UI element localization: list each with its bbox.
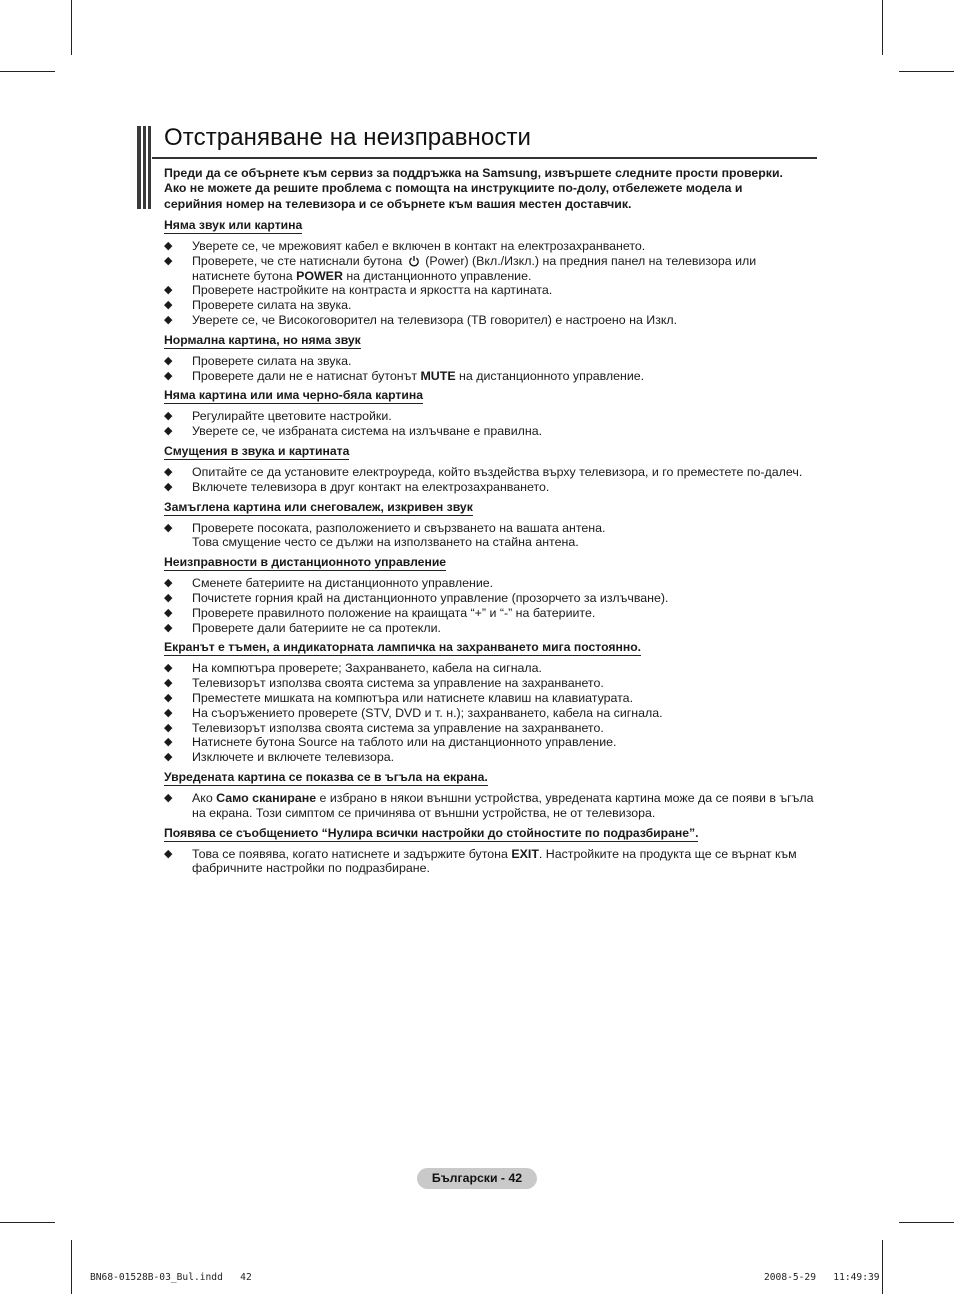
crop-mark <box>899 71 954 72</box>
intro-paragraph: Преди да се обърнете към сервиз за поддръжка на Samsung, извършете следните прости проверки. Ако не можете да решите проблема с помощта на инструкциите по-долу, отбележете модела и серийния номер на телевизора и се обърнете към вашия местен доставчик. <box>164 166 783 211</box>
diamond-bullet-icon: ◆ <box>164 369 173 382</box>
troubleshooting-section <box>164 386 814 439</box>
bold-term: EXIT <box>511 846 539 861</box>
list-item <box>164 606 814 621</box>
item-text: Почистете горния край на дистанционното управление (прозорчето за излъчване). <box>192 590 669 605</box>
list-item <box>164 283 814 298</box>
list-item <box>164 676 814 691</box>
list-item <box>164 480 814 495</box>
imprint-file-info: BN68-01528B-03_Bul.indd 42 <box>90 1272 252 1283</box>
item-text: Проверете дали батериите не са протекли. <box>192 620 441 635</box>
diamond-bullet-icon: ◆ <box>164 480 173 493</box>
diamond-bullet-icon: ◆ <box>164 465 173 478</box>
list-item <box>164 465 814 480</box>
crop-mark <box>899 1222 954 1223</box>
list-item <box>164 706 814 721</box>
bullet-list <box>164 409 814 439</box>
diamond-bullet-icon: ◆ <box>164 425 173 438</box>
bullet-list <box>164 576 814 635</box>
troubleshooting-section <box>164 331 814 384</box>
crop-mark <box>882 0 883 55</box>
list-item <box>164 750 814 765</box>
diamond-bullet-icon: ◆ <box>164 591 173 604</box>
list-item <box>164 691 814 706</box>
item-text: Натиснете бутона Source на таблото или на дистанционното управление. <box>192 735 617 750</box>
page-number-badge: Български - 42 <box>417 1168 537 1189</box>
list-item <box>164 735 814 750</box>
list-item <box>164 313 814 328</box>
crop-mark <box>882 1240 883 1294</box>
item-text: на дистанционното управление. <box>455 368 645 383</box>
section-title: Смущения в звука и картината <box>164 443 350 458</box>
section-title: Замъглена картина или снеговалеж, изкривен звук <box>164 499 473 514</box>
troubleshooting-section <box>164 442 814 495</box>
item-text: Ако <box>192 790 217 805</box>
diamond-bullet-icon: ◆ <box>164 736 173 749</box>
crop-mark <box>71 1240 72 1294</box>
list-item <box>164 369 814 384</box>
item-text: Преместете мишката на компютъра или натиснете клавиш на клавиатурата. <box>192 690 634 705</box>
bullet-list <box>164 791 814 821</box>
page-title: Отстраняване на неизправности <box>164 124 532 151</box>
item-text: Това се появява, когато натиснете и задържите бутона <box>192 846 512 861</box>
diamond-bullet-icon: ◆ <box>164 691 173 704</box>
section-title: Увредената картина се показва се в ъгъла на екрана. <box>164 769 488 784</box>
section-title: Екранът е тъмен, а индикаторната лампичка на захранването мига постоянно. <box>164 640 642 655</box>
section-title: Няма звук или картина <box>164 218 303 232</box>
power-icon <box>408 255 420 267</box>
list-item <box>164 621 814 636</box>
diamond-bullet-icon: ◆ <box>164 240 173 252</box>
item-text: Проверете силата на звука. <box>192 298 352 313</box>
item-text: Сменете батериите на дистанционното управление. <box>192 576 494 591</box>
bullet-list <box>164 847 814 877</box>
crop-mark <box>0 71 55 72</box>
diamond-bullet-icon: ◆ <box>164 662 173 675</box>
troubleshooting-section <box>164 553 814 635</box>
diamond-bullet-icon: ◆ <box>164 706 173 719</box>
list-item <box>164 254 814 284</box>
list-item <box>164 521 814 551</box>
item-text: Уверете се, че Високоговорител на телевизора (ТВ говорител) е настроено на Изкл. <box>192 312 678 327</box>
list-item <box>164 847 814 877</box>
item-text: Проверете настройките на контраста и яркостта на картината. <box>192 283 553 298</box>
list-item <box>164 791 814 821</box>
bold-term: POWER <box>296 268 343 283</box>
troubleshooting-section <box>164 768 814 821</box>
bullet-list <box>164 239 814 328</box>
bold-term: Само сканиране <box>216 790 317 805</box>
list-item <box>164 424 814 439</box>
diamond-bullet-icon: ◆ <box>164 621 173 634</box>
bullet-list <box>164 354 814 384</box>
item-text: Опитайте се да установите електроуреда, който въздейства върху телевизора, и го преместете по-далеч. <box>192 464 803 479</box>
list-item <box>164 576 814 591</box>
item-text: Проверете правилното положение на краищата “+” и “-” на батериите. <box>192 605 596 620</box>
item-text: Уверете се, че мрежовият кабел е включен в контакт на електрозахранването. <box>192 239 646 253</box>
diamond-bullet-icon: ◆ <box>164 521 173 534</box>
diamond-bullet-icon: ◆ <box>164 677 173 690</box>
list-item <box>164 239 814 254</box>
item-note: Това смущение често се дължи на използването на стайна антена. <box>192 535 579 550</box>
list-item <box>164 298 814 313</box>
item-text: На компютъра проверете; Захранването, кабела на сигнала. <box>192 661 542 676</box>
troubleshooting-section <box>164 638 814 765</box>
diamond-bullet-icon: ◆ <box>164 577 173 590</box>
troubleshooting-section <box>164 216 814 328</box>
item-text: е избрано в някои външни устройства, увредената картина може да се появи в ъгъла на екрана. Този симптом се причинява от външни устройства, не от телевизора. <box>192 790 814 820</box>
imprint-timestamp: 2008-5-29 11:49:39 <box>764 1272 880 1283</box>
item-text: Телевизорът използва своята система за управление на захранването. <box>192 720 604 735</box>
list-item <box>164 661 814 676</box>
item-text: Изключете и включете телевизора. <box>192 750 395 765</box>
list-item <box>164 354 814 369</box>
diamond-bullet-icon: ◆ <box>164 354 173 367</box>
diamond-bullet-icon: ◆ <box>164 751 173 764</box>
diamond-bullet-icon: ◆ <box>164 847 173 860</box>
item-text: Включете телевизора в друг контакт на електрозахранването. <box>192 479 550 494</box>
section-title: Няма картина или има черно-бяла картина <box>164 388 424 403</box>
section-title: Неизправности в дистанционното управление <box>164 555 447 570</box>
diamond-bullet-icon: ◆ <box>164 254 173 267</box>
item-text: На съоръжението проверете (STV, DVD и т. н.); захранването, кабела на сигнала. <box>192 705 663 720</box>
diamond-bullet-icon: ◆ <box>164 791 173 804</box>
bullet-list <box>164 465 814 495</box>
section-title: Появява се съобщението “Нулира всички настройки до стойностите по подразбиране”. <box>164 825 699 840</box>
section-title: Нормална картина, но няма звук <box>164 332 361 347</box>
list-item <box>164 591 814 606</box>
crop-mark <box>71 0 72 55</box>
bullet-list <box>164 661 814 765</box>
bold-term: MUTE <box>420 368 456 383</box>
title-rule <box>152 157 817 159</box>
item-text: Уверете се, че избраната система на излъчване е правилна. <box>192 424 543 439</box>
diamond-bullet-icon: ◆ <box>164 606 173 619</box>
crop-mark <box>0 1222 55 1223</box>
troubleshooting-list <box>164 216 814 879</box>
troubleshooting-section <box>164 824 814 877</box>
list-item <box>164 409 814 424</box>
item-text: Проверете дали не е натиснат бутонът <box>192 368 421 383</box>
bullet-list <box>164 521 814 551</box>
item-text: Проверете посоката, разположението и свързването на вашата антена. <box>192 520 606 535</box>
diamond-bullet-icon: ◆ <box>164 721 173 734</box>
troubleshooting-section <box>164 498 814 551</box>
diamond-bullet-icon: ◆ <box>164 313 173 326</box>
list-item <box>164 721 814 736</box>
item-text: Проверете, че сте натиснали бутона <box>192 253 406 268</box>
item-text: Телевизорът използва своята система за управление на захранването. <box>192 676 604 691</box>
diamond-bullet-icon: ◆ <box>164 410 173 423</box>
diamond-bullet-icon: ◆ <box>164 299 173 312</box>
item-text: . Настройките на продукта ще се върнат към фабричните настройки по подразбиране. <box>192 846 797 876</box>
item-text: Проверете силата на звука. <box>192 353 352 368</box>
diamond-bullet-icon: ◆ <box>164 284 173 297</box>
item-text: (Power) (Вкл./Изкл.) на предния панел на телевизора или натиснете бутона <box>192 253 757 283</box>
item-text: Регулирайте цветовите настройки. <box>192 409 392 424</box>
item-text: на дистанционното управление. <box>342 268 532 283</box>
